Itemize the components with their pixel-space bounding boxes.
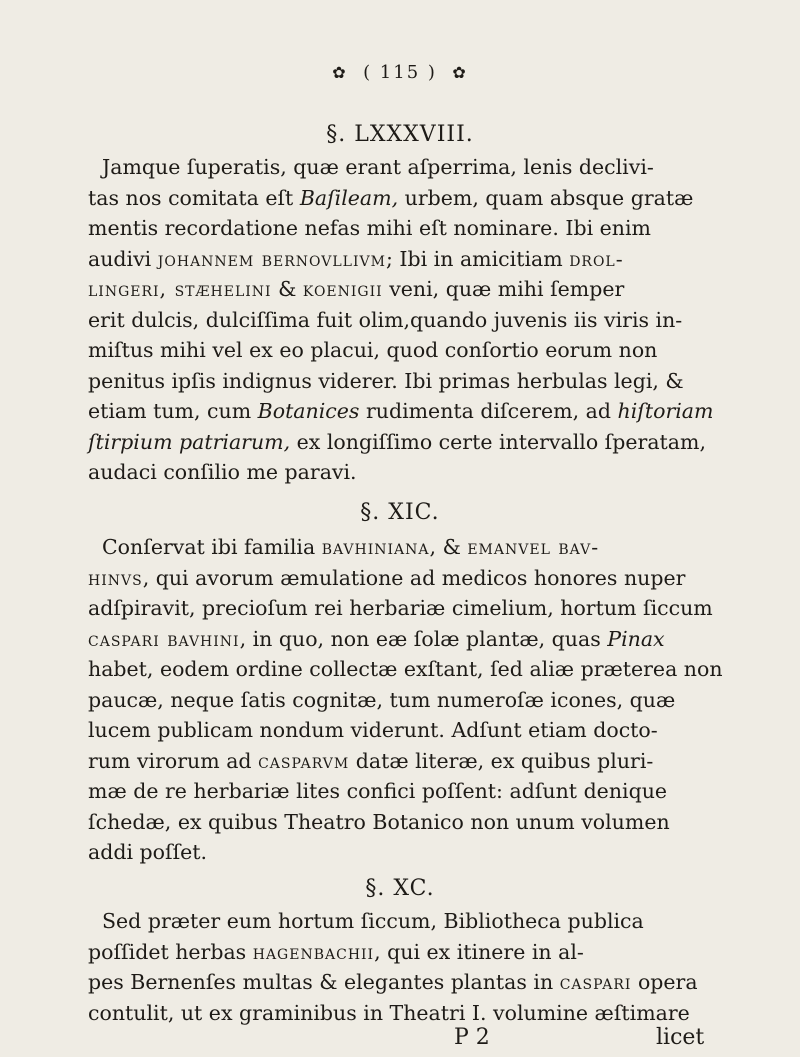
text-segment: Jamque ſuperatis, quæ erant aſperrima, lenis declivi-	[102, 155, 654, 179]
paragraph	[88, 906, 728, 1028]
section-heading: §. XIC.	[360, 500, 440, 525]
italic-text: Pinax	[607, 626, 665, 651]
text-segment: rum virorum ad	[88, 748, 259, 773]
small-caps-name: bavhiniana	[321, 535, 430, 559]
paragraph	[88, 532, 728, 868]
section-heading: §. XC.	[365, 876, 435, 901]
text-segment: Sed præter eum hortum ſiccum, Bibliotheca publica	[102, 909, 644, 933]
text-segment: poſſidet herbas	[88, 939, 253, 964]
text-segment: opera	[631, 970, 698, 994]
text-segment: tas nos comitata eſt	[88, 185, 300, 210]
small-caps-name: emanvel bav-	[467, 535, 600, 559]
text-line	[88, 305, 728, 336]
italic-text: ſtirpium patriarum,	[88, 429, 291, 454]
text-line	[88, 715, 728, 746]
text-line	[88, 274, 728, 305]
text-line	[88, 624, 728, 655]
small-caps-name: caspari bavhini	[88, 626, 240, 651]
text-segment: , qui ex itinere in al-	[374, 939, 584, 964]
small-caps-name: koenigii	[302, 277, 383, 301]
text-segment: Conſervat ibi familia	[102, 535, 322, 559]
text-segment: audivi	[88, 246, 158, 271]
flower-ornament-icon: ✿	[332, 63, 348, 82]
text-segment: urbem, quam absque gratæ	[398, 185, 694, 210]
text-segment: ſchedæ, ex quibus Theatro Botanico non unum volumen	[88, 809, 670, 834]
text-line	[88, 183, 728, 214]
text-segment: pes Bernenſes multas & elegantes plantas in	[88, 970, 560, 994]
italic-text: Baſileam,	[299, 185, 399, 210]
text-line	[88, 593, 728, 624]
text-segment: adſpiravit, precioſum rei herbariæ cimelium, hortum ſiccum	[88, 596, 713, 620]
text-line	[88, 396, 728, 427]
small-caps-name: casparvm	[258, 748, 350, 773]
flower-ornament-icon: ✿	[452, 63, 468, 82]
text-segment: , in quo, non eæ ſolæ plantæ, quas	[239, 626, 608, 651]
text-line	[88, 937, 728, 968]
text-line	[88, 335, 728, 366]
text-line	[88, 213, 728, 244]
text-segment: lucem publicam nondum viderunt. Adſunt etiam docto-	[88, 718, 658, 742]
italic-text: hiſtoriam	[617, 399, 714, 423]
catchword: licet	[656, 1025, 705, 1050]
italic-text: Botanices	[257, 399, 360, 423]
text-line	[88, 654, 728, 685]
text-line	[88, 746, 728, 777]
text-segment: ex longiſſimo certe intervallo ſperatam,	[290, 429, 706, 454]
text-segment: addi poſſet.	[88, 840, 208, 864]
text-line	[88, 685, 728, 716]
text-line	[88, 532, 728, 563]
text-line	[88, 563, 728, 594]
signature-mark: P 2	[454, 1025, 490, 1050]
running-header	[0, 62, 800, 83]
small-caps-name: hagenbachii	[252, 939, 375, 964]
text-line	[88, 967, 728, 998]
text-segment: etiam tum, cum	[88, 399, 258, 423]
small-caps-name: caspari	[559, 970, 632, 994]
text-segment: ; Ibi in amicitiam	[385, 246, 570, 271]
text-line	[88, 837, 728, 868]
text-segment: mæ de re herbariæ lites confici poſſent: adſunt denique	[88, 779, 668, 803]
text-segment: rudimenta diſcerem, ad	[359, 399, 618, 423]
small-caps-name: drol-	[569, 246, 624, 271]
text-segment: habet, eodem ordine collectæ exſtant, ſed aliæ præterea non	[88, 657, 723, 681]
text-line	[88, 366, 728, 397]
text-segment: , &	[429, 535, 468, 559]
text-line	[88, 906, 728, 937]
section-heading: §. LXXXVIII.	[326, 122, 474, 147]
text-segment: paucæ, neque ſatis cognitæ, tum numeroſæ icones, quæ	[88, 687, 676, 712]
text-segment: miſtus mihi vel ex eo placui, quod conſortio eorum non	[88, 338, 658, 362]
text-segment: datæ literæ, ex quibus pluri-	[349, 748, 654, 773]
text-segment: contulit, ut ex graminibus in Theatri I. volumine æſtimare	[88, 1000, 690, 1025]
page-number: ( 115 )	[363, 62, 437, 83]
text-segment: erit dulcis, dulciſſima fuit olim,quando juvenis iis viris in-	[88, 307, 683, 332]
text-line	[88, 152, 728, 183]
text-line	[88, 776, 728, 807]
text-line	[88, 807, 728, 838]
text-segment: &	[271, 277, 303, 301]
small-caps-name: lingeri, stæhelini	[88, 277, 272, 301]
small-caps-name: hinvs	[88, 565, 143, 590]
text-line	[88, 427, 728, 458]
text-segment: veni, quæ mihi ſemper	[382, 277, 625, 301]
text-segment: audaci conſilio me paravi.	[88, 460, 357, 484]
text-segment: penitus ipſis indignus viderer. Ibi primas herbulas legi, &	[88, 368, 684, 393]
text-line	[88, 244, 728, 275]
text-line	[88, 457, 728, 488]
text-segment: mentis recordatione nefas mihi eſt nominare. Ibi enim	[88, 216, 651, 240]
text-line	[88, 998, 728, 1029]
text-segment: , qui avorum æmulatione ad medicos honores nuper	[142, 565, 686, 590]
paragraph	[88, 152, 728, 488]
small-caps-name: johannem bernovllivm	[157, 246, 386, 271]
